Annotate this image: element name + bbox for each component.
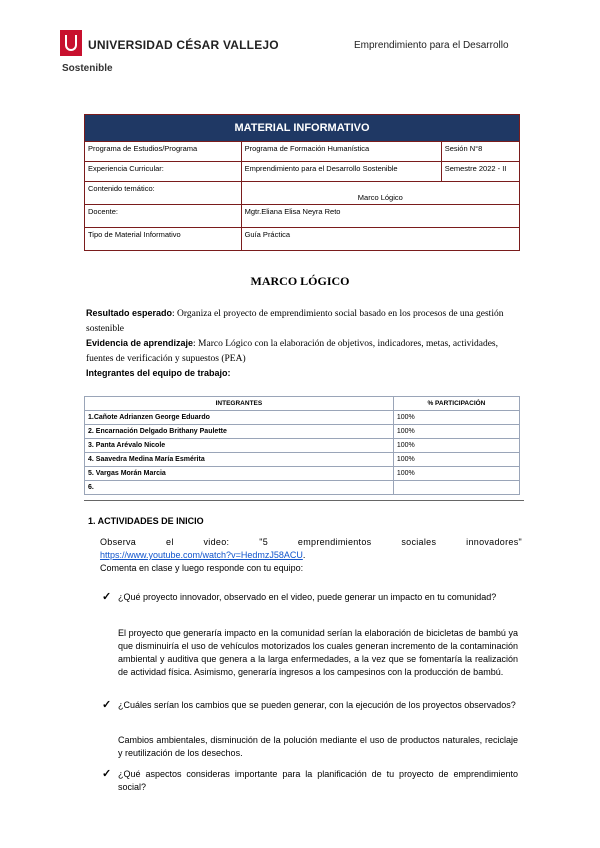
table-row: [85, 467, 520, 481]
member-name: 2. Encarnación Delgado Brithany Paulette: [85, 425, 394, 439]
check-icon: ✓: [102, 768, 112, 780]
video-intro: Observa el video: "5 emprendimientos sociales innovadores": [100, 537, 522, 547]
info-cell: Programa de Estudios/Programa: [85, 142, 242, 162]
member-name: 5. Vargas Morán Marcia: [85, 467, 394, 481]
integrantes-label: Integrantes del equipo de trabajo:: [86, 368, 231, 378]
info-cell: Guía Práctica: [241, 228, 519, 251]
member-name: 6.: [85, 481, 394, 495]
info-cell: Semestre 2022 - II: [441, 162, 519, 182]
member-participation: [393, 481, 519, 495]
column-header: % PARTICIPACIÓN: [393, 397, 519, 411]
table-header-row: [85, 397, 520, 411]
member-name: 1.Cañote Adrianzen George Eduardo: [85, 411, 394, 425]
team-table: [84, 396, 520, 495]
check-icon: ✓: [102, 591, 112, 603]
table-row: [85, 142, 520, 162]
check-icon: ✓: [102, 699, 112, 711]
university-logo-icon: [60, 30, 82, 56]
member-participation: 100%: [393, 467, 519, 481]
info-cell: Docente:: [85, 205, 242, 228]
evidencia-paragraph: [86, 336, 522, 367]
info-cell: Marco Lógico: [241, 182, 519, 205]
question-3: ¿Qué aspectos consideras importante para la planificación de tu proyecto de emprendimiento social?: [118, 769, 518, 792]
resultado-text: : Organiza el proyecto de emprendimiento social basado en los procesos de una gestión sostenible: [86, 309, 504, 334]
column-header: INTEGRANTES: [85, 397, 394, 411]
university-name: UNIVERSIDAD CÉSAR VALLEJO: [88, 38, 279, 52]
table-row: [85, 453, 520, 467]
resultado-paragraph: [86, 306, 522, 337]
info-cell: Programa de Formación Humanística: [241, 142, 441, 162]
video-instructions: [100, 536, 522, 575]
info-table: [84, 114, 520, 251]
table-row: [85, 411, 520, 425]
table-row: [85, 162, 520, 182]
evidencia-text: : Marco Lógico con la elaboración de objetivos, indicadores, metas, actividades, fuentes de verificación y supuestos (PEA): [86, 339, 498, 364]
info-cell: Sesión N°8: [441, 142, 519, 162]
table-row: [85, 439, 520, 453]
section-title: MARCO LÓGICO: [250, 274, 350, 288]
member-participation: 100%: [393, 411, 519, 425]
table-row: [85, 228, 520, 251]
activities-heading: 1. ACTIVIDADES DE INICIO: [88, 516, 204, 526]
member-name: 4. Saavedra Medina María Esmérita: [85, 453, 394, 467]
video-link[interactable]: https://www.youtube.com/watch?v=HedmzJ58ACU: [100, 550, 303, 560]
resultado-label: Resultado esperado: [86, 308, 173, 318]
table-row: [85, 182, 520, 205]
comment-instruction: Comenta en clase y luego responde con tu equipo:: [100, 563, 304, 573]
divider: [84, 500, 524, 501]
member-participation: 100%: [393, 453, 519, 467]
tagline: Sostenible: [62, 63, 113, 74]
table-row: [85, 425, 520, 439]
info-cell: Mgtr.Eliana Elisa Neyra Reto: [241, 205, 519, 228]
member-participation: 100%: [393, 425, 519, 439]
member-name: 3. Panta Arévalo Nicole: [85, 439, 394, 453]
info-table-title: MATERIAL INFORMATIVO: [85, 115, 520, 142]
info-cell: Contenido temático:: [85, 182, 242, 205]
question-2: ¿Cuáles serían los cambios que se pueden generar, con la ejecución de los proyectos observados?: [118, 700, 516, 710]
member-participation: 100%: [393, 439, 519, 453]
link-suffix: .: [302, 550, 306, 560]
question-1: ¿Qué proyecto innovador, observado en el video, puede generar un impacto en tu comunidad?: [118, 592, 497, 602]
info-cell: Experiencia Curricular:: [85, 162, 242, 182]
table-row: [85, 205, 520, 228]
answer-1: El proyecto que generaría impacto en la comunidad serían la elaboración de bicicletas de bambú ya que disminuiría el uso de vehículos motorizados los cuales generan incremento de la contaminación ambiental y auditiva que genera a la larga enfermedades, a la vez que se fomentaría la realización de actividad física. Asimismo, generaría ingresos a los campesinos con la producción de bambú.: [118, 628, 518, 677]
info-cell: Emprendimiento para el Desarrollo Sostenible: [241, 162, 441, 182]
answer-2: Cambios ambientales, disminución de la polución mediante el uso de productos naturales, reciclaje y reutilización de los desechos.: [118, 735, 518, 758]
info-cell: Tipo de Material Informativo: [85, 228, 242, 251]
evidencia-label: Evidencia de aprendizaje: [86, 338, 194, 348]
course-header: Emprendimiento para el Desarrollo: [354, 40, 509, 51]
table-row: [85, 481, 520, 495]
